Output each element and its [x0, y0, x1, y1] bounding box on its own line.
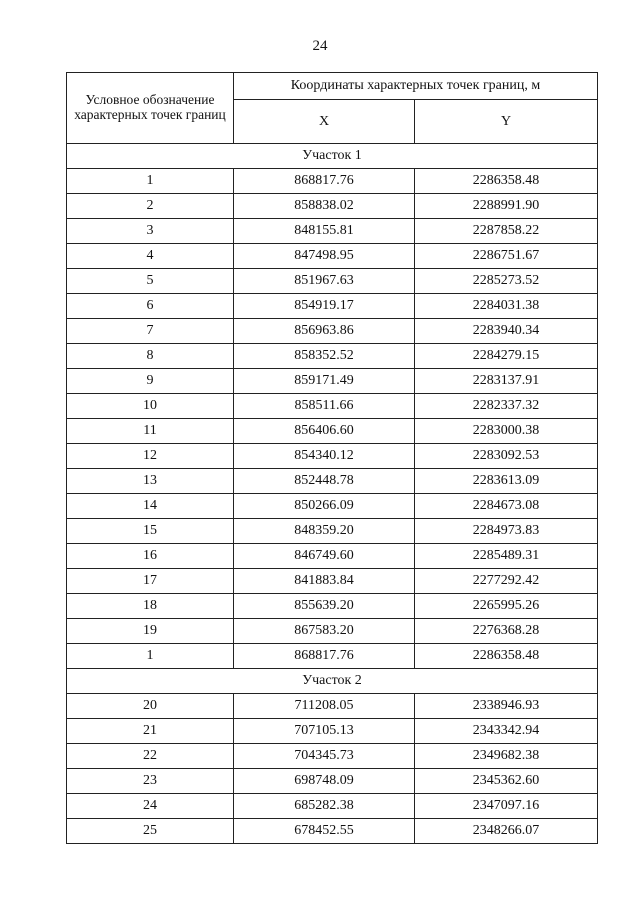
point-number-cell: 11: [67, 419, 234, 444]
y-coordinate-cell: 2282337.32: [415, 394, 598, 419]
table-row: [67, 744, 598, 769]
x-coordinate-cell: 846749.60: [234, 544, 415, 569]
y-coordinate-cell: 2286358.48: [415, 169, 598, 194]
table-row: [67, 769, 598, 794]
y-coordinate-cell: 2285273.52: [415, 269, 598, 294]
y-coordinate-cell: 2277292.42: [415, 569, 598, 594]
table-row: [67, 544, 598, 569]
table-row: [67, 469, 598, 494]
x-coordinate-cell: 707105.13: [234, 719, 415, 744]
point-number-cell: 20: [67, 694, 234, 719]
x-coordinate-cell: 850266.09: [234, 494, 415, 519]
table-row: [67, 569, 598, 594]
table-row: [67, 294, 598, 319]
point-number-cell: 19: [67, 619, 234, 644]
y-coordinate-cell: 2283092.53: [415, 444, 598, 469]
x-coordinate-cell: 856406.60: [234, 419, 415, 444]
y-coordinate-cell: 2265995.26: [415, 594, 598, 619]
y-coordinate-cell: 2285489.31: [415, 544, 598, 569]
header-point-symbol: Условное обозначение характерных точек границ: [67, 73, 234, 144]
table-row: [67, 719, 598, 744]
point-number-cell: 5: [67, 269, 234, 294]
table-row: [67, 394, 598, 419]
point-number-cell: 12: [67, 444, 234, 469]
table-row: [67, 344, 598, 369]
point-number-cell: 15: [67, 519, 234, 544]
point-number-cell: 1: [67, 644, 234, 669]
x-coordinate-cell: 848359.20: [234, 519, 415, 544]
coordinates-table: [66, 72, 598, 844]
x-coordinate-cell: 851967.63: [234, 269, 415, 294]
x-coordinate-cell: 852448.78: [234, 469, 415, 494]
header-y: Y: [415, 100, 598, 144]
table-row: [67, 644, 598, 669]
point-number-cell: 17: [67, 569, 234, 594]
x-coordinate-cell: 859171.49: [234, 369, 415, 394]
y-coordinate-cell: 2286751.67: [415, 244, 598, 269]
point-number-cell: 1: [67, 169, 234, 194]
point-number-cell: 2: [67, 194, 234, 219]
x-coordinate-cell: 711208.05: [234, 694, 415, 719]
point-number-cell: 10: [67, 394, 234, 419]
x-coordinate-cell: 855639.20: [234, 594, 415, 619]
y-coordinate-cell: 2283137.91: [415, 369, 598, 394]
table-row: [67, 694, 598, 719]
point-number-cell: 7: [67, 319, 234, 344]
y-coordinate-cell: 2284673.08: [415, 494, 598, 519]
x-coordinate-cell: 698748.09: [234, 769, 415, 794]
section-row: [67, 144, 598, 169]
y-coordinate-cell: 2286358.48: [415, 644, 598, 669]
table-row: [67, 794, 598, 819]
header-coordinates: Координаты характерных точек границ, м: [234, 73, 598, 100]
point-number-cell: 21: [67, 719, 234, 744]
point-number-cell: 8: [67, 344, 234, 369]
y-coordinate-cell: 2348266.07: [415, 819, 598, 844]
table-row: [67, 594, 598, 619]
table-row: [67, 494, 598, 519]
x-coordinate-cell: 867583.20: [234, 619, 415, 644]
y-coordinate-cell: 2284973.83: [415, 519, 598, 544]
point-number-cell: 13: [67, 469, 234, 494]
table-body: [67, 144, 598, 844]
x-coordinate-cell: 847498.95: [234, 244, 415, 269]
x-coordinate-cell: 685282.38: [234, 794, 415, 819]
point-number-cell: 24: [67, 794, 234, 819]
x-coordinate-cell: 858511.66: [234, 394, 415, 419]
point-number-cell: 18: [67, 594, 234, 619]
table-row: [67, 619, 598, 644]
x-coordinate-cell: 858352.52: [234, 344, 415, 369]
y-coordinate-cell: 2283940.34: [415, 319, 598, 344]
point-number-cell: 3: [67, 219, 234, 244]
table-row: [67, 519, 598, 544]
y-coordinate-cell: 2347097.16: [415, 794, 598, 819]
y-coordinate-cell: 2343342.94: [415, 719, 598, 744]
table-row: [67, 319, 598, 344]
table-row: [67, 169, 598, 194]
table-row: [67, 194, 598, 219]
point-number-cell: 23: [67, 769, 234, 794]
y-coordinate-cell: 2284279.15: [415, 344, 598, 369]
point-number-cell: 6: [67, 294, 234, 319]
section-title: Участок 1: [67, 144, 598, 169]
y-coordinate-cell: 2338946.93: [415, 694, 598, 719]
x-coordinate-cell: 854340.12: [234, 444, 415, 469]
y-coordinate-cell: 2288991.90: [415, 194, 598, 219]
x-coordinate-cell: 868817.76: [234, 644, 415, 669]
section-row: [67, 669, 598, 694]
y-coordinate-cell: 2283000.38: [415, 419, 598, 444]
point-number-cell: 14: [67, 494, 234, 519]
y-coordinate-cell: 2345362.60: [415, 769, 598, 794]
point-number-cell: 25: [67, 819, 234, 844]
page-number: 24: [312, 38, 328, 54]
section-title: Участок 2: [67, 669, 598, 694]
x-coordinate-cell: 858838.02: [234, 194, 415, 219]
point-number-cell: 4: [67, 244, 234, 269]
y-coordinate-cell: 2284031.38: [415, 294, 598, 319]
x-coordinate-cell: 856963.86: [234, 319, 415, 344]
table-row: [67, 419, 598, 444]
x-coordinate-cell: 854919.17: [234, 294, 415, 319]
table-row: [67, 369, 598, 394]
y-coordinate-cell: 2276368.28: [415, 619, 598, 644]
table-row: [67, 219, 598, 244]
x-coordinate-cell: 848155.81: [234, 219, 415, 244]
y-coordinate-cell: 2283613.09: [415, 469, 598, 494]
point-number-cell: 16: [67, 544, 234, 569]
table-row: [67, 819, 598, 844]
x-coordinate-cell: 841883.84: [234, 569, 415, 594]
y-coordinate-cell: 2349682.38: [415, 744, 598, 769]
table-row: [67, 244, 598, 269]
table-row: [67, 444, 598, 469]
x-coordinate-cell: 868817.76: [234, 169, 415, 194]
x-coordinate-cell: 704345.73: [234, 744, 415, 769]
table-row: [67, 269, 598, 294]
point-number-cell: 9: [67, 369, 234, 394]
point-number-cell: 22: [67, 744, 234, 769]
y-coordinate-cell: 2287858.22: [415, 219, 598, 244]
header-x: X: [234, 100, 415, 144]
x-coordinate-cell: 678452.55: [234, 819, 415, 844]
